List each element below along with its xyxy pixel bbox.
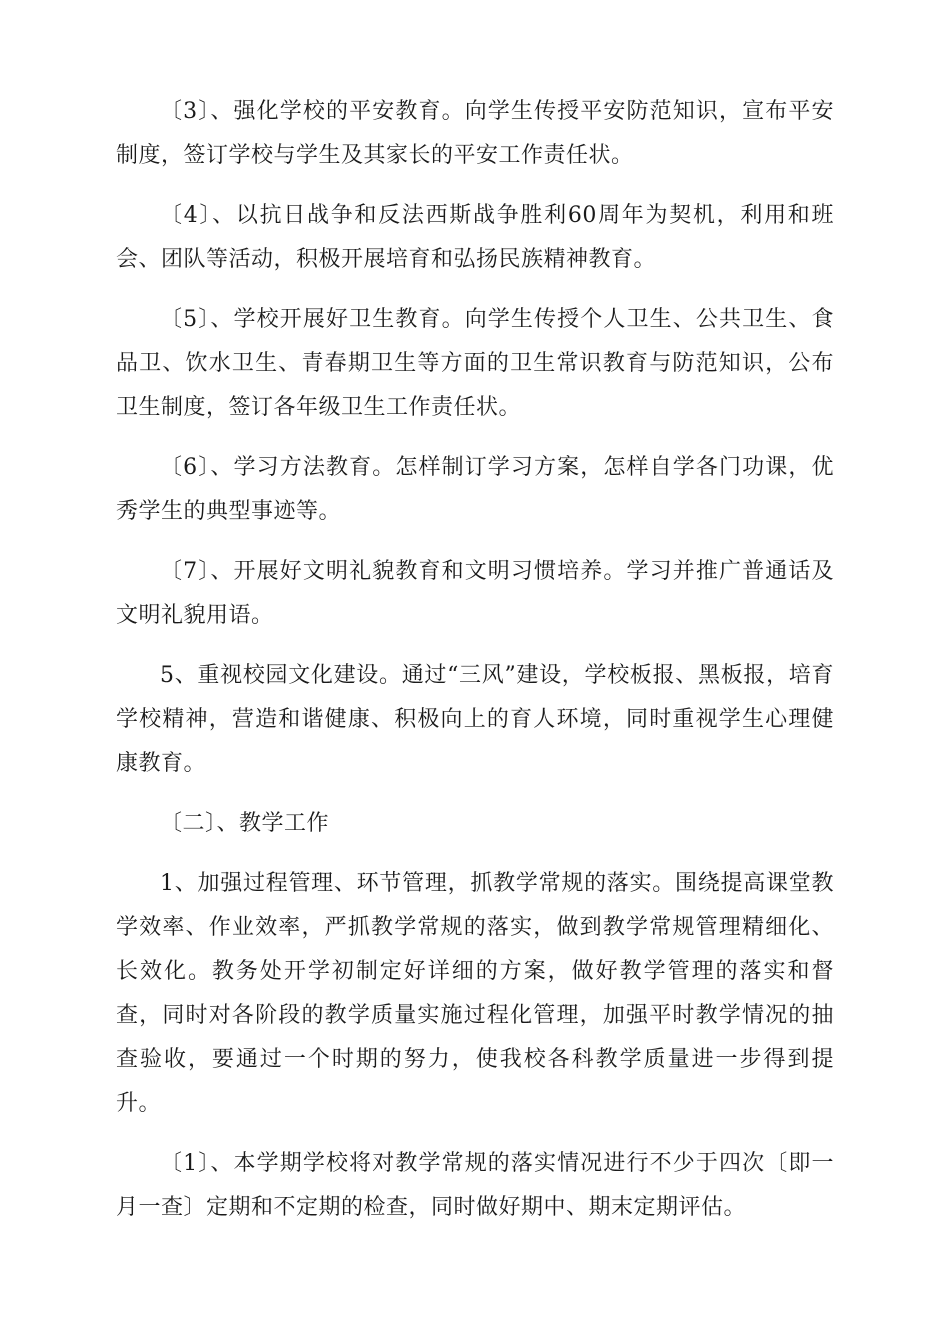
paragraph-hygiene-education: 〔5〕、学校开展好卫生教育。向学生传授个人卫生、公共卫生、食品卫、饮水卫生、青春期卫生等方面的卫生常识教育与防范知识，公布卫生制度，签订各年级卫生工作责任状。	[116, 307, 834, 420]
paragraph-study-methods: 〔6〕、学习方法教育。怎样制订学习方案，怎样自学各门功课，优秀学生的典型事迹等。	[116, 455, 834, 524]
paragraph-campus-culture: 5、重视校园文化建设。通过“三风”建设，学校板报、黑板报，培育学校精神，营造和谐健康、积极向上的育人环境，同时重视学生心理健康教育。	[116, 663, 834, 776]
paragraph-process-management: 1、加强过程管理、环节管理，抓教学常规的落实。围绕提高课堂教学效率、作业效率，严抓教学常规的落实，做到教学常规管理精细化、长效化。教务处开学初制定好详细的方案，做好教学管理的落实和督查，同时对各阶段的教学质量实施过程化管理，加强平时教学情况的抽查验收，要通过一个时期的努力，使我校各科教学质量进一步得到提升。	[116, 871, 834, 1116]
paragraph-civility-education: 〔7〕、开展好文明礼貌教育和文明习惯培养。学习并推广普通话及文明礼貌用语。	[116, 559, 834, 628]
paragraph-national-spirit: 〔4〕、以抗日战争和反法西斯战争胜利60周年为契机，利用和班会、团队等活动，积极开展培育和弘扬民族精神教育。	[116, 203, 834, 272]
paragraph-routine-checks: 〔1〕、本学期学校将对教学常规的落实情况进行不少于四次〔即一月一查〕定期和不定期的检查，同时做好期中、期末定期评估。	[116, 1151, 834, 1220]
section-heading-teaching-work: 〔二〕、教学工作	[160, 811, 330, 836]
document-body	[116, 90, 834, 1246]
paragraph-safety-education: 〔3〕、强化学校的平安教育。向学生传授平安防范知识，宣布平安制度，签订学校与学生及其家长的平安工作责任状。	[116, 99, 834, 168]
